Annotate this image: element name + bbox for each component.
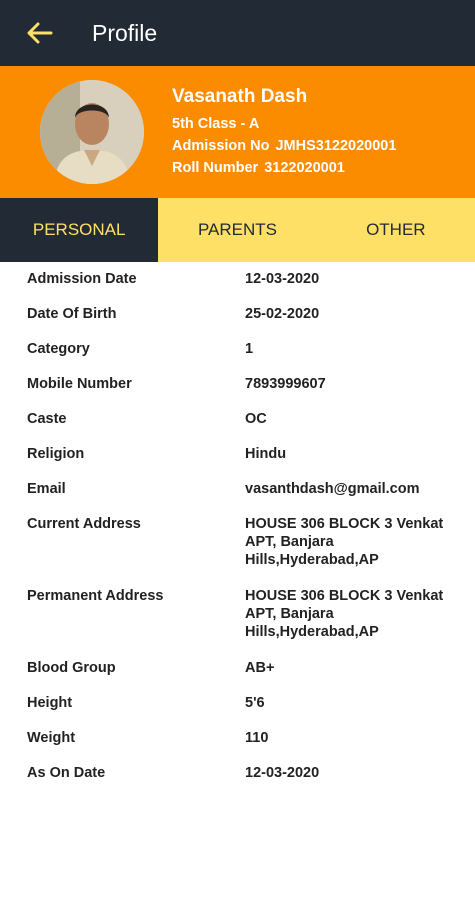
detail-row: [0, 729, 475, 764]
admission-number: [172, 135, 396, 157]
detail-label: Blood Group: [27, 660, 116, 676]
detail-value: 110: [245, 730, 269, 746]
detail-label: Religion: [27, 446, 85, 462]
profile-info: [172, 86, 396, 179]
detail-label: Height: [27, 695, 73, 711]
roll-value: 3122020001: [264, 159, 345, 176]
page-title: Profile: [92, 19, 158, 46]
detail-row: [0, 445, 475, 480]
detail-value: 1: [245, 341, 254, 357]
tab-parents[interactable]: PARENTS: [158, 198, 316, 262]
app-bar: [0, 0, 475, 66]
detail-label: As On Date: [27, 765, 106, 781]
detail-row: [0, 270, 475, 305]
detail-value: HOUSE 306 BLOCK 3 Venkat APT, Banjara Hills,Hyderabad,AP: [245, 588, 444, 640]
detail-label: Date Of Birth: [27, 306, 117, 322]
detail-value: 12-03-2020: [245, 271, 320, 287]
detail-row: [0, 375, 475, 410]
admission-label: Admission No: [172, 137, 270, 154]
roll-label: Roll Number: [172, 159, 259, 176]
detail-value: 25-02-2020: [245, 306, 320, 322]
detail-value: 5'6: [245, 695, 265, 711]
detail-row: [0, 305, 475, 340]
detail-row: [0, 340, 475, 375]
detail-row: [0, 480, 475, 515]
detail-row: [0, 410, 475, 445]
detail-value: vasanthdash@gmail.com: [245, 481, 420, 497]
roll-number: [172, 157, 396, 179]
detail-label: Weight: [27, 730, 76, 746]
detail-value: Hindu: [245, 446, 287, 462]
tab-other[interactable]: OTHER: [317, 198, 475, 262]
admission-value: JMHS3122020001: [275, 137, 397, 154]
detail-label: Category: [27, 341, 90, 357]
detail-row: [0, 659, 475, 694]
detail-label: Admission Date: [27, 271, 137, 287]
profile-header: [0, 66, 475, 198]
detail-label: Caste: [27, 411, 67, 427]
detail-row: [0, 764, 475, 799]
detail-label: Permanent Address: [27, 588, 164, 604]
detail-value: 12-03-2020: [245, 765, 320, 781]
avatar: [40, 80, 144, 184]
personal-details: [0, 262, 475, 799]
tab-bar: [0, 198, 475, 262]
detail-label: Current Address: [27, 516, 141, 532]
student-name: Vasanath Dash: [172, 85, 308, 107]
student-class: 5th Class - A: [172, 115, 260, 132]
back-arrow-icon[interactable]: [22, 15, 58, 51]
detail-row: [0, 515, 475, 587]
detail-value: AB+: [245, 660, 275, 676]
detail-row: [0, 587, 475, 659]
detail-label: Mobile Number: [27, 376, 132, 392]
detail-value: HOUSE 306 BLOCK 3 Venkat APT, Banjara Hills,Hyderabad,AP: [245, 516, 444, 568]
detail-row: [0, 694, 475, 729]
detail-value: OC: [245, 411, 267, 427]
detail-label: Email: [27, 481, 66, 497]
detail-value: 7893999607: [245, 376, 326, 392]
tab-personal[interactable]: PERSONAL: [0, 198, 158, 262]
